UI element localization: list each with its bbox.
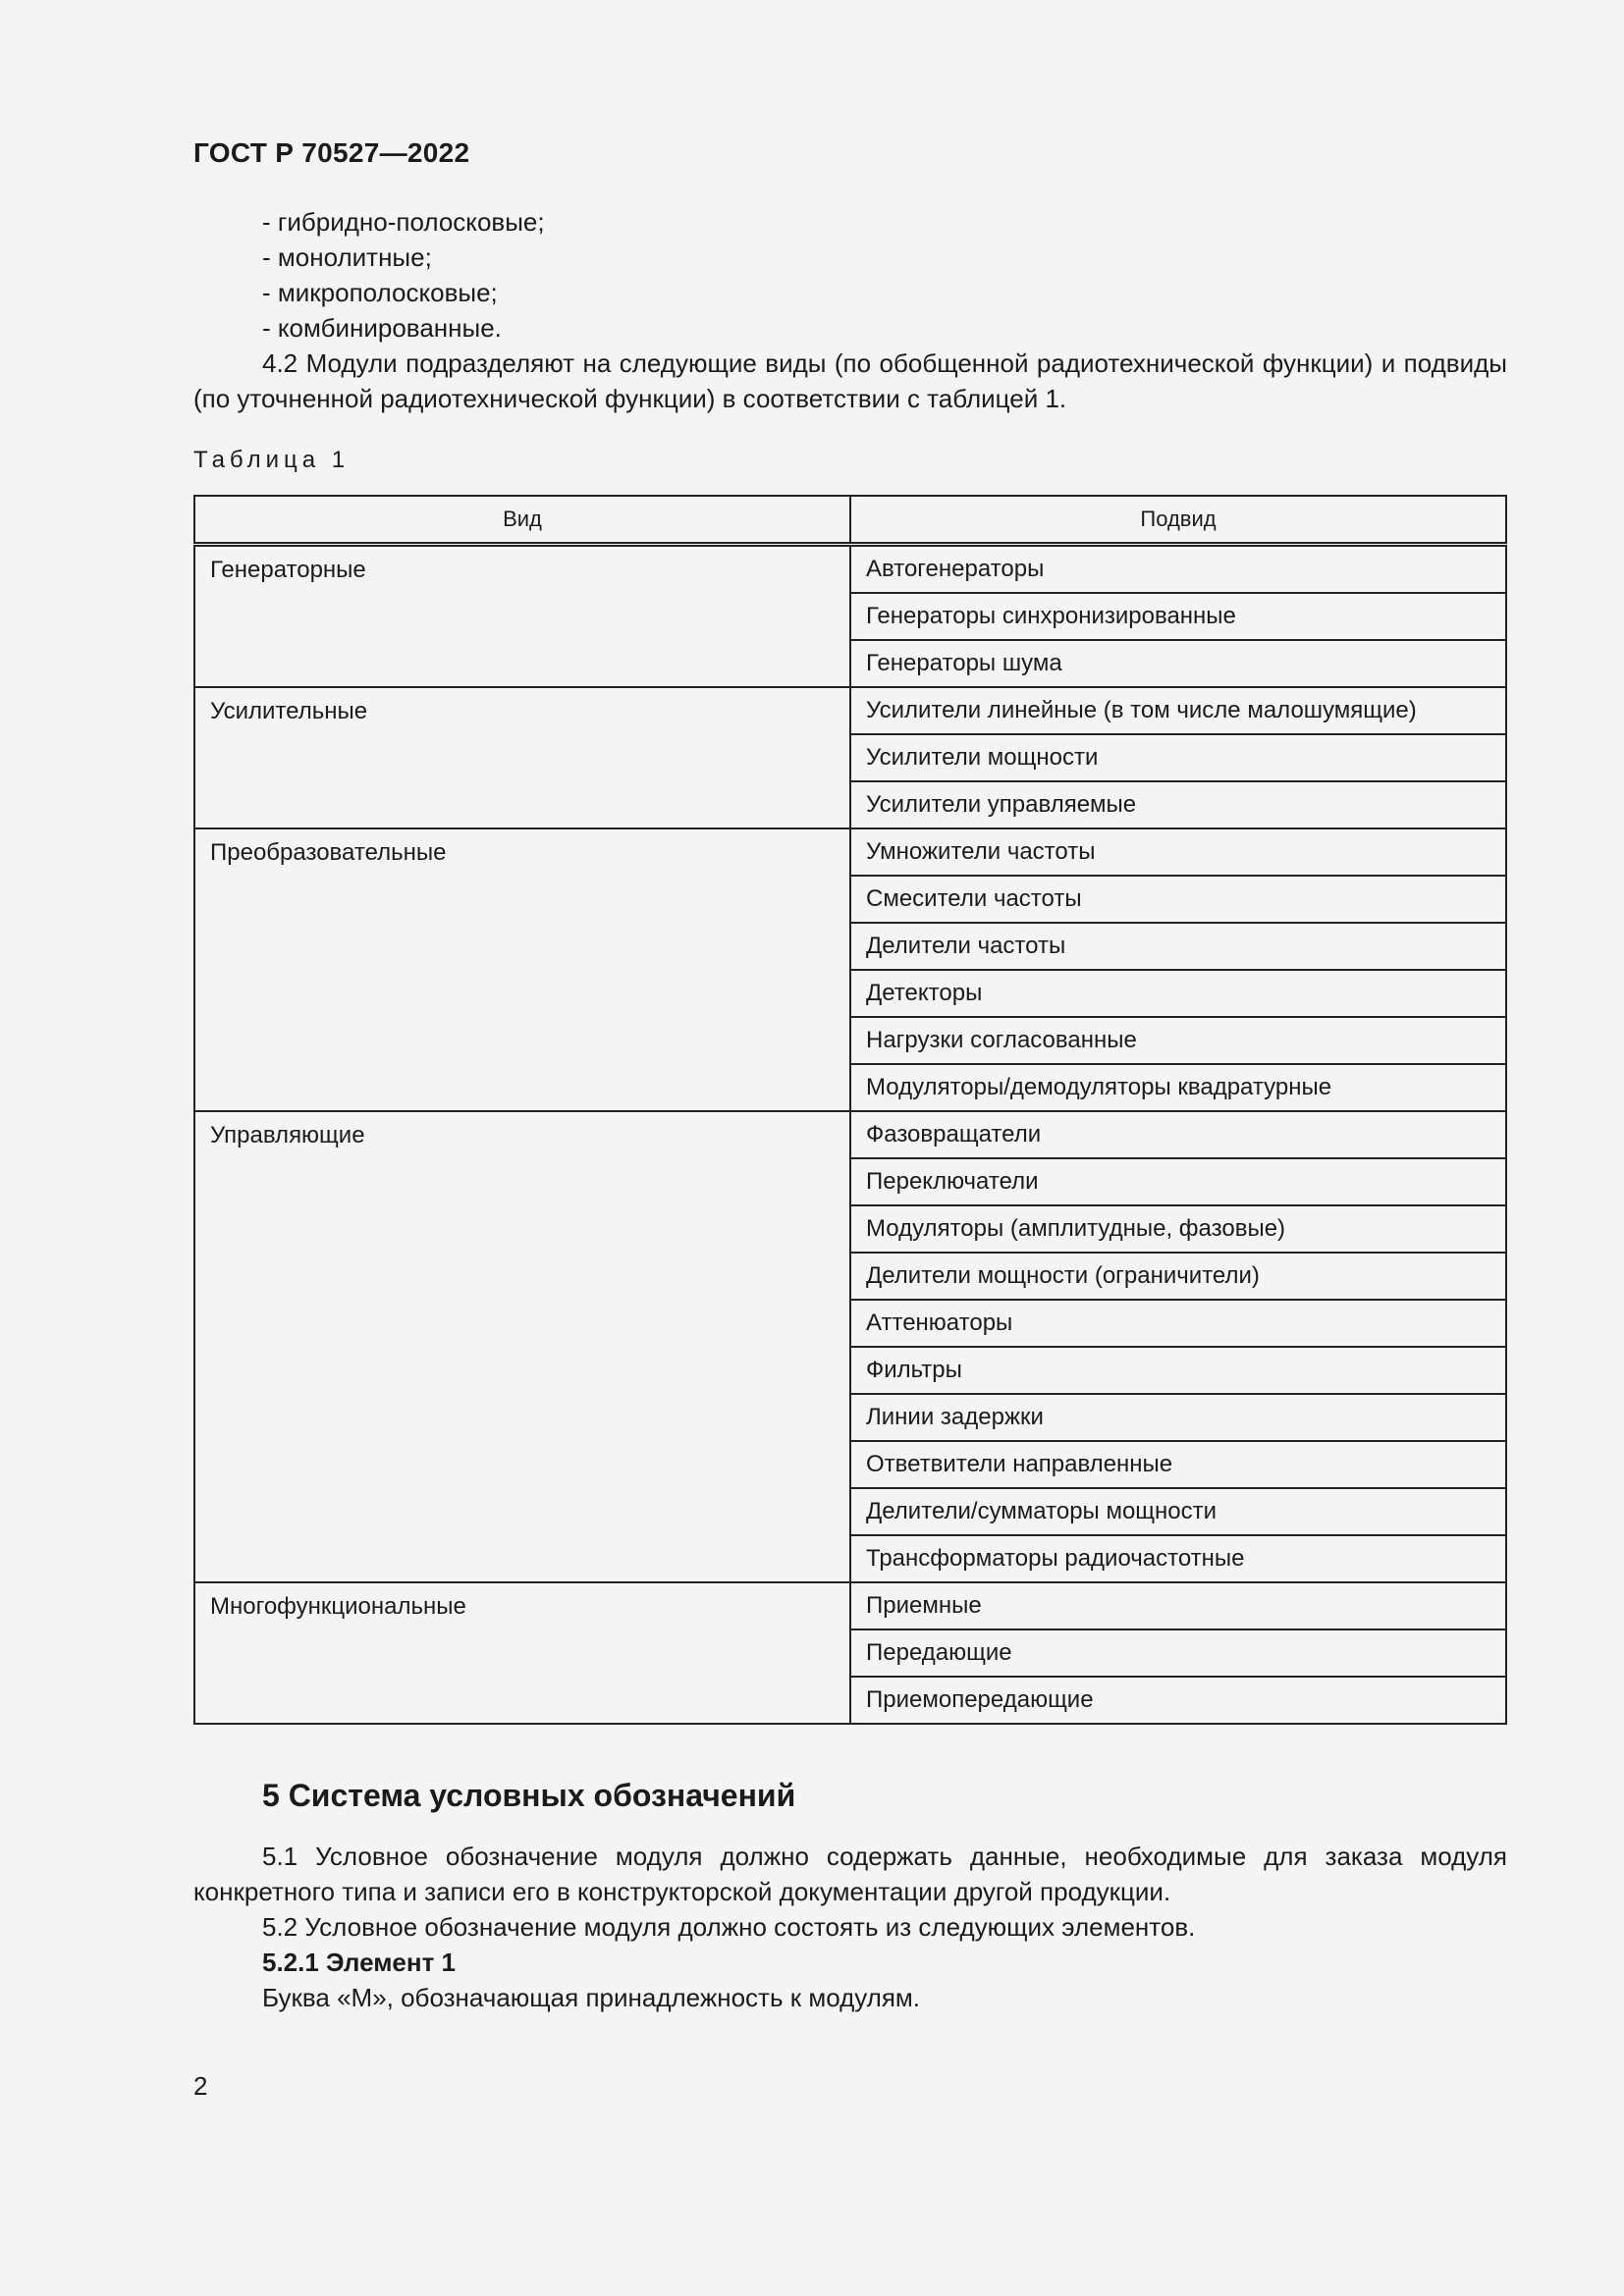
paragraph-5-2: 5.2 Условное обозначение модуля должно состоять из следующих элементов. bbox=[262, 1912, 1196, 1942]
subtype-cell: Ответвители направленные bbox=[850, 1441, 1506, 1488]
subtype-cell: Генераторы шума bbox=[850, 640, 1506, 687]
kind-cell: Преобразовательные bbox=[194, 828, 850, 1111]
header-subtype: Подвид bbox=[850, 496, 1506, 545]
subtype-cell: Фильтры bbox=[850, 1347, 1506, 1394]
document-code: ГОСТ Р 70527—2022 bbox=[193, 137, 470, 168]
subsection-5-2-1-text: Буква «М», обозначающая принадлежность к модулям. bbox=[262, 1983, 921, 2012]
subtype-cell: Усилители управляемые bbox=[850, 781, 1506, 828]
list-item: - комбинированные. bbox=[262, 313, 502, 343]
kind-cell: Усилительные bbox=[194, 687, 850, 828]
subtype-cell: Генераторы синхронизированные bbox=[850, 593, 1506, 640]
table-row bbox=[194, 1111, 1506, 1158]
page-number: 2 bbox=[193, 2071, 208, 2101]
header-kind: Вид bbox=[194, 496, 850, 545]
kind-cell: Многофункциональные bbox=[194, 1582, 850, 1724]
section-5-title: 5 Система условных обозначений bbox=[262, 1778, 796, 1813]
subtype-cell: Переключатели bbox=[850, 1158, 1506, 1205]
subtype-cell: Нагрузки согласованные bbox=[850, 1017, 1506, 1064]
subtype-cell: Трансформаторы радиочастотные bbox=[850, 1535, 1506, 1582]
subtype-cell: Передающие bbox=[850, 1629, 1506, 1677]
subtype-cell: Умножители частоты bbox=[850, 828, 1506, 876]
kind-cell: Генераторные bbox=[194, 545, 850, 688]
subsection-5-2-1-title: 5.2.1 Элемент 1 bbox=[262, 1948, 457, 1977]
subtype-cell: Линии задержки bbox=[850, 1394, 1506, 1441]
subtype-cell: Смесители частоты bbox=[850, 876, 1506, 923]
subtype-cell: Детекторы bbox=[850, 970, 1506, 1017]
subtype-cell: Модуляторы/демодуляторы квадратурные bbox=[850, 1064, 1506, 1111]
subtype-cell: Усилители линейные (в том числе малошумящие) bbox=[850, 687, 1506, 734]
table-header-row bbox=[194, 496, 1506, 545]
paragraph-5-1: 5.1 Условное обозначение модуля должно содержать данные, необходимые для заказа модуля конкретного типа и записи его в конструкторской документации другой продукции. bbox=[193, 1842, 1507, 1906]
table-row bbox=[194, 687, 1506, 734]
kind-cell: Управляющие bbox=[194, 1111, 850, 1582]
subtype-cell: Аттенюаторы bbox=[850, 1300, 1506, 1347]
subtype-cell: Фазовращатели bbox=[850, 1111, 1506, 1158]
table-caption: Таблица 1 bbox=[193, 447, 351, 473]
types-table bbox=[193, 495, 1507, 1725]
subtype-cell: Модуляторы (амплитудные, фазовые) bbox=[850, 1205, 1506, 1253]
table-row bbox=[194, 828, 1506, 876]
subtype-cell: Усилители мощности bbox=[850, 734, 1506, 781]
subtype-cell: Приемопередающие bbox=[850, 1677, 1506, 1724]
list-item: - гибридно-полосковые; bbox=[262, 207, 545, 237]
subtype-cell: Автогенераторы bbox=[850, 545, 1506, 594]
document-page bbox=[193, 137, 1507, 2015]
subtype-cell: Делители/сумматоры мощности bbox=[850, 1488, 1506, 1535]
table-row bbox=[194, 545, 1506, 594]
list-item: - микрополосковые; bbox=[262, 278, 498, 307]
paragraph-4-2: 4.2 Модули подразделяют на следующие виды (по обобщенной радиотехнической функции) и подвиды (по уточненной радиотехнической функции) в соответствии с таблицей 1. bbox=[193, 348, 1507, 413]
table-row bbox=[194, 1582, 1506, 1629]
subtype-cell: Делители мощности (ограничители) bbox=[850, 1253, 1506, 1300]
list-item: - монолитные; bbox=[262, 242, 432, 272]
subtype-cell: Приемные bbox=[850, 1582, 1506, 1629]
subtype-cell: Делители частоты bbox=[850, 923, 1506, 970]
